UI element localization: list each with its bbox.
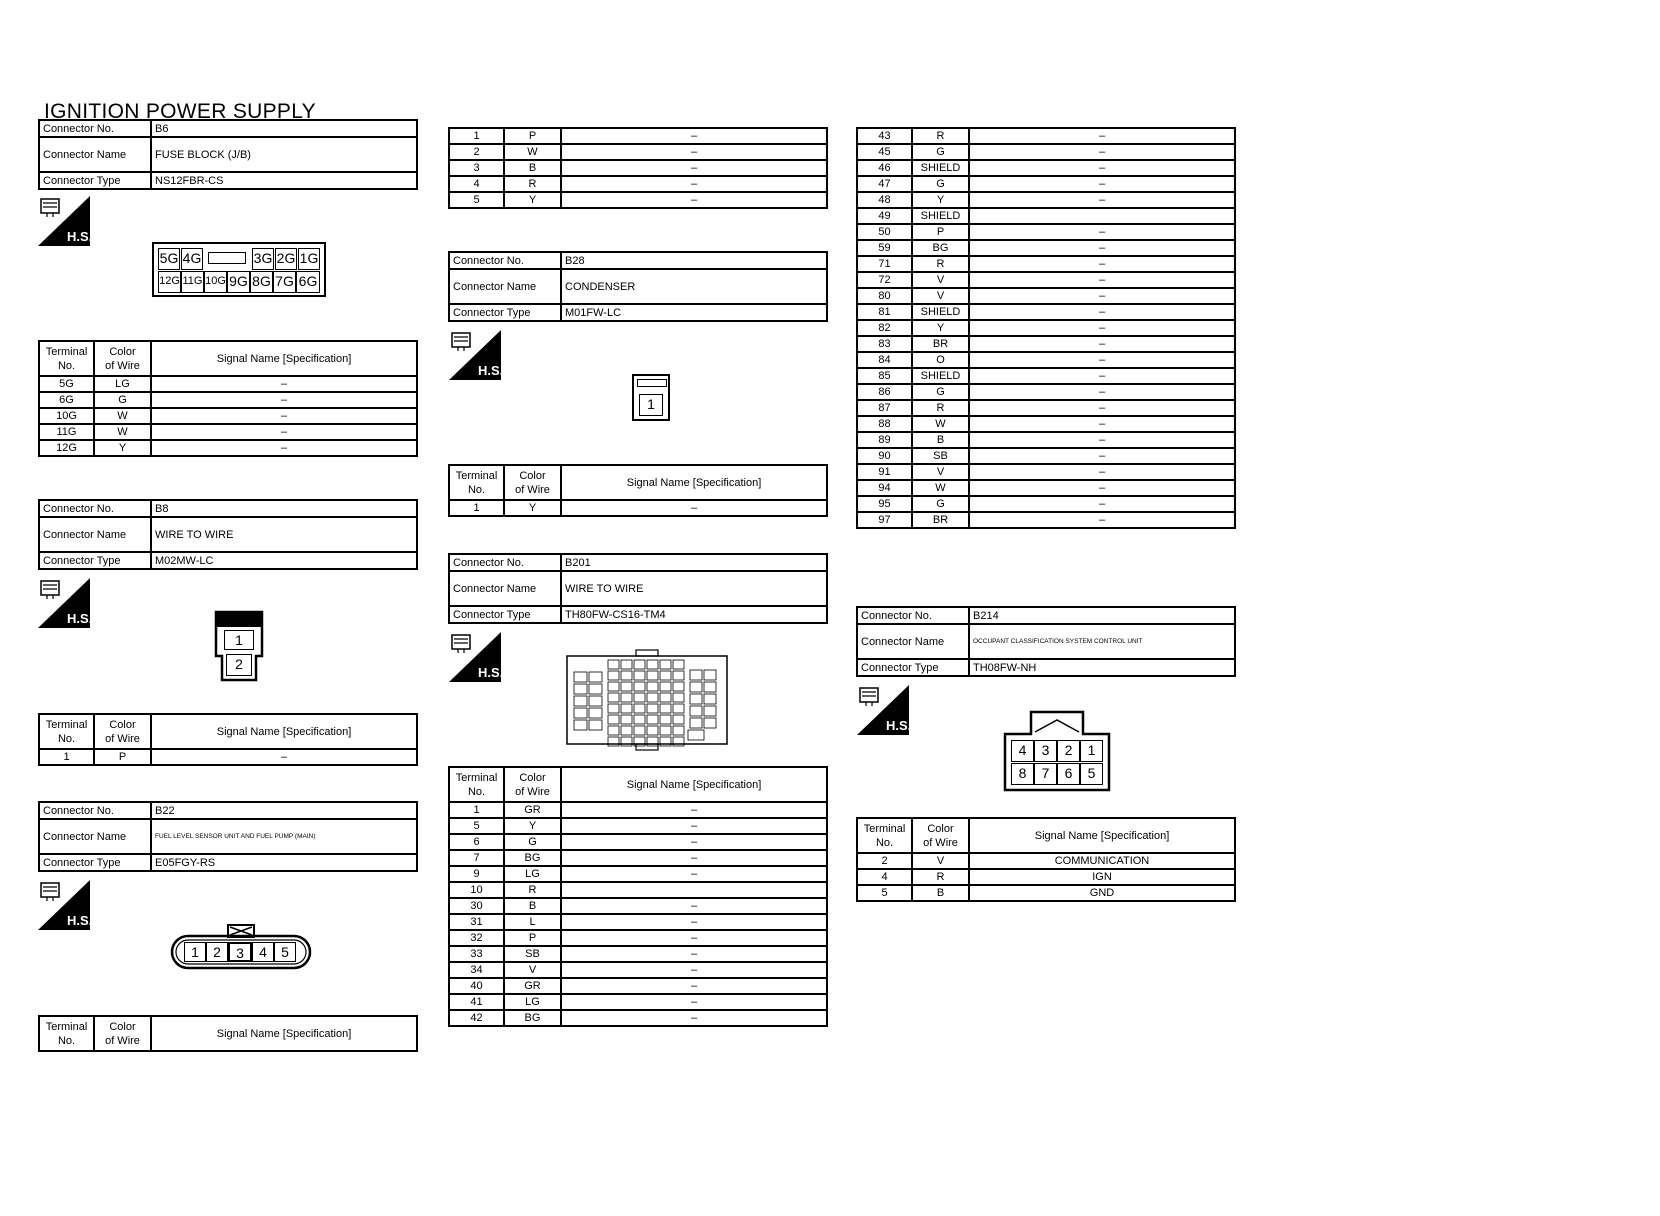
pin: 11G xyxy=(181,271,204,293)
table-row xyxy=(857,208,1235,224)
pin: 2 xyxy=(1057,740,1080,762)
table-row xyxy=(449,850,827,866)
wire-color-cell: R xyxy=(912,400,969,416)
pin: 2 xyxy=(226,654,252,676)
connector-no-label: Connector No. xyxy=(449,252,561,269)
connector-face-b8 xyxy=(214,610,264,682)
table-row xyxy=(857,176,1235,192)
wire-color-cell: SHIELD xyxy=(912,368,969,384)
signal-name-cell: – xyxy=(561,898,827,914)
wire-color-cell: SHIELD xyxy=(912,304,969,320)
wire-color-cell: SB xyxy=(504,946,561,962)
pin: 7G xyxy=(273,271,296,293)
harness-side-icon xyxy=(449,330,501,380)
table-row xyxy=(857,144,1235,160)
connector-name-label: Connector Name xyxy=(857,624,969,659)
svg-text:H.S.: H.S. xyxy=(478,363,501,378)
terminal-no-cell: 81 xyxy=(857,304,912,320)
table-row xyxy=(857,336,1235,352)
wire-color-cell: G xyxy=(912,176,969,192)
wire-color-cell: BG xyxy=(504,1010,561,1026)
table-row: 5 B GND xyxy=(857,885,1235,901)
signal-name-cell: – xyxy=(561,802,827,818)
table-row xyxy=(857,432,1235,448)
pin: 1 xyxy=(224,630,254,650)
terminal-no-cell: 5 xyxy=(449,818,504,834)
signal-name-cell: – xyxy=(969,288,1235,304)
terminal-no-cell: 46 xyxy=(857,160,912,176)
terminal-no-cell: 83 xyxy=(857,336,912,352)
wire-color-cell: SB xyxy=(912,448,969,464)
wire-color-cell: V xyxy=(912,288,969,304)
signal-name-cell: – xyxy=(561,962,827,978)
table-row xyxy=(857,416,1235,432)
connector-name-label: Connector Name xyxy=(449,571,561,606)
pin: 1 xyxy=(1080,740,1103,762)
connector-name-label: Connector Name xyxy=(39,819,151,854)
connector-type-value: TH80FW-CS16-TM4 xyxy=(561,606,827,623)
connector-no-value: B214 xyxy=(969,607,1235,624)
signal-name-cell: – xyxy=(561,946,827,962)
page-title: IGNITION POWER SUPPLY xyxy=(44,100,316,123)
wire-color-cell: G xyxy=(912,384,969,400)
wire-color-cell: LG xyxy=(504,866,561,882)
terminal-no-cell: 97 xyxy=(857,512,912,528)
terminal-no-cell: 89 xyxy=(857,432,912,448)
terminal-no-cell: 9 xyxy=(449,866,504,882)
terminal-table-b214: Terminal No. Color of Wire Signal Name [Specification] 2 V COMMUNICATION 4 R IGN 5 B GND xyxy=(856,817,1236,902)
connector-name-label: Connector Name xyxy=(449,269,561,304)
table-row xyxy=(857,240,1235,256)
terminal-no-cell: 94 xyxy=(857,480,912,496)
connector-lock xyxy=(208,252,246,264)
table-row xyxy=(857,288,1235,304)
terminal-no-cell: 1 xyxy=(449,802,504,818)
terminal-no-cell: 88 xyxy=(857,416,912,432)
signal-name-cell: – xyxy=(969,400,1235,416)
pin: 4G xyxy=(181,248,203,270)
table-row xyxy=(449,962,827,978)
wire-color-cell: Y xyxy=(912,192,969,208)
wire-color-cell: G xyxy=(504,834,561,850)
signal-name-cell: – xyxy=(561,994,827,1010)
terminal-table-b22: Terminal No. Color of Wire Signal Name [Specification] xyxy=(38,1015,418,1052)
table-row: 1 P – xyxy=(449,128,827,144)
connector-no-value: B22 xyxy=(151,802,417,819)
wire-color-cell: V xyxy=(504,962,561,978)
table-row: 5G LG – xyxy=(39,376,417,392)
signal-name-cell: – xyxy=(561,930,827,946)
wire-color-cell: R xyxy=(912,128,969,144)
table-row: 3 B – xyxy=(449,160,827,176)
terminal-no-cell: 50 xyxy=(857,224,912,240)
table-row xyxy=(449,882,827,898)
signal-name-cell: – xyxy=(561,1010,827,1026)
terminal-no-cell: 42 xyxy=(449,1010,504,1026)
wire-color-cell: B xyxy=(504,898,561,914)
terminal-no-cell: 34 xyxy=(449,962,504,978)
terminal-no-cell: 30 xyxy=(449,898,504,914)
signal-name-cell: – xyxy=(561,850,827,866)
connector-info-b201 xyxy=(448,553,828,624)
signal-name-cell: – xyxy=(969,192,1235,208)
connector-name-label: Connector Name xyxy=(39,137,151,172)
wire-color-cell: P xyxy=(912,224,969,240)
connector-type-value: E05FGY-RS xyxy=(151,854,417,871)
signal-name-cell xyxy=(561,882,827,898)
signal-name-cell: – xyxy=(561,818,827,834)
connector-type-label: Connector Type xyxy=(449,304,561,321)
connector-name-value: OCCUPANT CLASSIFICATION SYSTEM CONTROL UNIT xyxy=(969,624,1235,659)
terminal-table-b201-continued xyxy=(856,127,1236,529)
connector-type-value: TH08FW-NH xyxy=(969,659,1235,676)
connector-name-value: WIRE TO WIRE xyxy=(151,517,417,552)
table-row xyxy=(857,496,1235,512)
connector-info-b28 xyxy=(448,251,828,322)
signal-name-cell: – xyxy=(969,416,1235,432)
terminal-table-b8: Terminal No. Color of Wire Signal Name [Specification] 1 P – xyxy=(38,713,418,766)
signal-name-cell: – xyxy=(561,834,827,850)
table-row xyxy=(857,128,1235,144)
terminal-table-b28: Terminal No. Color of Wire Signal Name [Specification] 1 Y – xyxy=(448,464,828,517)
wire-color-cell: Y xyxy=(912,320,969,336)
connector-no-label: Connector No. xyxy=(449,554,561,571)
wire-color-cell: R xyxy=(504,882,561,898)
color-header: Color of Wire xyxy=(94,341,151,376)
signal-name-cell: – xyxy=(969,480,1235,496)
connector-type-label: Connector Type xyxy=(39,854,151,871)
terminal-no-cell: 72 xyxy=(857,272,912,288)
table-row xyxy=(449,866,827,882)
table-row xyxy=(857,512,1235,528)
signal-name-cell: – xyxy=(561,866,827,882)
signal-name-cell: – xyxy=(969,512,1235,528)
terminal-no-cell: 90 xyxy=(857,448,912,464)
wire-color-cell: BG xyxy=(504,850,561,866)
table-row xyxy=(857,368,1235,384)
connector-face-b201 xyxy=(566,648,728,752)
pin: 7 xyxy=(1034,763,1057,785)
terminal-no-header: Terminal No. xyxy=(39,341,94,376)
hs-label: H.S. xyxy=(67,229,90,244)
connector-type-label: Connector Type xyxy=(857,659,969,676)
pin: 12G xyxy=(158,271,181,293)
signal-name-cell: – xyxy=(969,496,1235,512)
wire-color-cell: BG xyxy=(912,240,969,256)
connector-info-b22 xyxy=(38,801,418,872)
connector-type-value: M02MW-LC xyxy=(151,552,417,569)
connector-info-b8 xyxy=(38,499,418,570)
connector-no-value: B201 xyxy=(561,554,827,571)
wire-color-cell: G xyxy=(912,144,969,160)
signal-name-cell: – xyxy=(969,464,1235,480)
terminal-no-cell: 6 xyxy=(449,834,504,850)
connector-name-value: CONDENSER xyxy=(561,269,827,304)
pin: 3 xyxy=(228,942,252,962)
table-row xyxy=(857,224,1235,240)
connector-info-b214 xyxy=(856,606,1236,677)
svg-text:H.S.: H.S. xyxy=(478,665,501,680)
pin: 1 xyxy=(184,942,206,962)
harness-side-icon xyxy=(38,196,90,246)
harness-side-icon xyxy=(38,578,90,628)
wire-color-cell: W xyxy=(912,480,969,496)
pin: 4 xyxy=(252,942,274,962)
table-row xyxy=(857,192,1235,208)
table-row xyxy=(857,160,1235,176)
terminal-no-cell: 7 xyxy=(449,850,504,866)
table-row: 2 W – xyxy=(449,144,827,160)
signal-name-cell: – xyxy=(969,432,1235,448)
signal-name-cell: – xyxy=(969,128,1235,144)
connector-face-b6 xyxy=(152,242,326,297)
terminal-no-cell: 85 xyxy=(857,368,912,384)
connector-face-b214 xyxy=(1003,710,1111,792)
wire-color-cell: L xyxy=(504,914,561,930)
signal-name-cell: – xyxy=(969,240,1235,256)
table-row: 10G W – xyxy=(39,408,417,424)
wire-color-cell: GR xyxy=(504,802,561,818)
pin: 3G xyxy=(252,248,274,270)
terminal-no-cell: 80 xyxy=(857,288,912,304)
terminal-table-b201: Terminal No. Color of Wire Signal Name [Specification] 1 GR – 5 Y – 6 G – 7 BG – 9 LG – 10 R 30 B – 31 L – 32 P – 33 SB – 34 V – 40 GR – 41 LG – 42 BG – xyxy=(448,766,828,1027)
wire-color-cell: Y xyxy=(504,818,561,834)
table-row: 1 P – xyxy=(39,749,417,765)
connector-no-label: Connector No. xyxy=(857,607,969,624)
table-row: 5 Y – xyxy=(449,192,827,208)
connector-name-value: FUEL LEVEL SENSOR UNIT AND FUEL PUMP (MAIN) xyxy=(151,819,417,854)
connector-type-value: NS12FBR-CS xyxy=(151,172,417,189)
pin: 6G xyxy=(296,271,320,293)
svg-text:H.S.: H.S. xyxy=(67,611,90,626)
terminal-no-cell: 43 xyxy=(857,128,912,144)
connector-no-label: Connector No. xyxy=(39,802,151,819)
terminal-no-cell: 10 xyxy=(449,882,504,898)
wire-color-cell: O xyxy=(912,352,969,368)
pin: 4 xyxy=(1011,740,1034,762)
pin: 6 xyxy=(1057,763,1080,785)
terminal-no-cell: 95 xyxy=(857,496,912,512)
svg-text:H.S.: H.S. xyxy=(886,718,909,733)
signal-name-cell: – xyxy=(969,368,1235,384)
terminal-no-cell: 82 xyxy=(857,320,912,336)
table-row xyxy=(449,818,827,834)
connector-no-label: Connector No. xyxy=(39,500,151,517)
table-row xyxy=(857,448,1235,464)
terminal-no-cell: 59 xyxy=(857,240,912,256)
wire-color-cell: P xyxy=(504,930,561,946)
connector-info-b6 xyxy=(38,119,418,190)
wire-color-cell: B xyxy=(912,432,969,448)
table-row xyxy=(857,464,1235,480)
terminal-no-cell: 40 xyxy=(449,978,504,994)
signal-name-cell: – xyxy=(969,320,1235,336)
table-row xyxy=(449,834,827,850)
table-row xyxy=(857,304,1235,320)
terminal-no-cell: 49 xyxy=(857,208,912,224)
wire-color-cell: W xyxy=(912,416,969,432)
pin: 8 xyxy=(1011,763,1034,785)
table-row xyxy=(449,914,827,930)
terminal-no-cell: 47 xyxy=(857,176,912,192)
table-row xyxy=(449,898,827,914)
terminal-no-cell: 41 xyxy=(449,994,504,1010)
harness-side-icon xyxy=(857,685,909,735)
connector-no-label: Connector No. xyxy=(39,120,151,137)
pin: 2 xyxy=(206,942,228,962)
pin: 3 xyxy=(1034,740,1057,762)
table-row: 4 R – xyxy=(449,176,827,192)
table-row: 12G Y – xyxy=(39,440,417,456)
signal-name-cell: – xyxy=(969,272,1235,288)
pin: 5 xyxy=(274,942,296,962)
table-row: 4 R IGN xyxy=(857,869,1235,885)
wire-color-cell: G xyxy=(912,496,969,512)
terminal-table-b6 xyxy=(38,340,418,457)
terminal-no-cell: 71 xyxy=(857,256,912,272)
signal-name-cell: – xyxy=(561,978,827,994)
signal-name-cell: – xyxy=(969,336,1235,352)
connector-type-value: M01FW-LC xyxy=(561,304,827,321)
terminal-no-cell: 33 xyxy=(449,946,504,962)
wire-color-cell: SHIELD xyxy=(912,208,969,224)
terminal-no-cell: 87 xyxy=(857,400,912,416)
signal-name-cell xyxy=(969,208,1235,224)
terminal-table-continued xyxy=(448,127,828,209)
connector-no-value: B28 xyxy=(561,252,827,269)
connector-name-value: FUSE BLOCK (J/B) xyxy=(151,137,417,172)
pin: 1 xyxy=(639,394,663,416)
signal-name-cell: – xyxy=(969,176,1235,192)
signal-name-cell: – xyxy=(969,160,1235,176)
table-row xyxy=(857,384,1235,400)
table-row xyxy=(857,352,1235,368)
harness-side-icon xyxy=(38,880,90,930)
signal-name-cell: – xyxy=(969,304,1235,320)
connector-face-b22 xyxy=(170,922,312,970)
connector-name-label: Connector Name xyxy=(39,517,151,552)
pin: 1G xyxy=(298,248,320,270)
terminal-no-cell: 91 xyxy=(857,464,912,480)
table-row xyxy=(449,994,827,1010)
pin: 2G xyxy=(275,248,297,270)
wire-color-cell: BR xyxy=(912,512,969,528)
table-row xyxy=(449,1010,827,1026)
connector-type-label: Connector Type xyxy=(39,552,151,569)
table-row xyxy=(857,480,1235,496)
signal-name-cell: – xyxy=(969,384,1235,400)
table-row xyxy=(449,930,827,946)
table-row xyxy=(857,400,1235,416)
wire-color-cell: V xyxy=(912,464,969,480)
terminal-no-cell: 48 xyxy=(857,192,912,208)
table-row xyxy=(857,256,1235,272)
signal-name-cell: – xyxy=(969,448,1235,464)
table-row xyxy=(449,802,827,818)
signal-name-cell: – xyxy=(969,352,1235,368)
wire-color-cell: BR xyxy=(912,336,969,352)
signal-header: Signal Name [Specification] xyxy=(151,341,417,376)
wire-color-cell: SHIELD xyxy=(912,160,969,176)
terminal-no-cell: 84 xyxy=(857,352,912,368)
wire-color-cell: LG xyxy=(504,994,561,1010)
connector-no-value: B8 xyxy=(151,500,417,517)
pin: 5 xyxy=(1080,763,1103,785)
harness-side-icon xyxy=(449,632,501,682)
wire-color-cell: R xyxy=(912,256,969,272)
table-row: 6G G – xyxy=(39,392,417,408)
signal-name-cell: – xyxy=(969,256,1235,272)
table-row: 1 Y – xyxy=(449,500,827,516)
svg-text:H.S.: H.S. xyxy=(67,913,90,928)
pin: 9G xyxy=(227,271,250,293)
wire-color-cell: V xyxy=(912,272,969,288)
connector-no-value: B6 xyxy=(151,120,417,137)
wire-color-cell: GR xyxy=(504,978,561,994)
signal-name-cell: – xyxy=(969,144,1235,160)
table-row: 11G W – xyxy=(39,424,417,440)
terminal-no-cell: 31 xyxy=(449,914,504,930)
connector-type-label: Connector Type xyxy=(449,606,561,623)
table-row xyxy=(449,978,827,994)
table-row xyxy=(449,946,827,962)
pin: 8G xyxy=(250,271,273,293)
signal-name-cell: – xyxy=(969,224,1235,240)
connector-face-b28 xyxy=(632,374,670,421)
terminal-no-cell: 32 xyxy=(449,930,504,946)
signal-name-cell: – xyxy=(561,914,827,930)
table-row xyxy=(857,320,1235,336)
table-row xyxy=(857,272,1235,288)
terminal-no-cell: 45 xyxy=(857,144,912,160)
terminal-no-cell: 86 xyxy=(857,384,912,400)
connector-name-value: WIRE TO WIRE xyxy=(561,571,827,606)
table-row: 2 V COMMUNICATION xyxy=(857,853,1235,869)
pin: 10G xyxy=(204,271,227,293)
pin: 5G xyxy=(158,248,180,270)
connector-type-label: Connector Type xyxy=(39,172,151,189)
